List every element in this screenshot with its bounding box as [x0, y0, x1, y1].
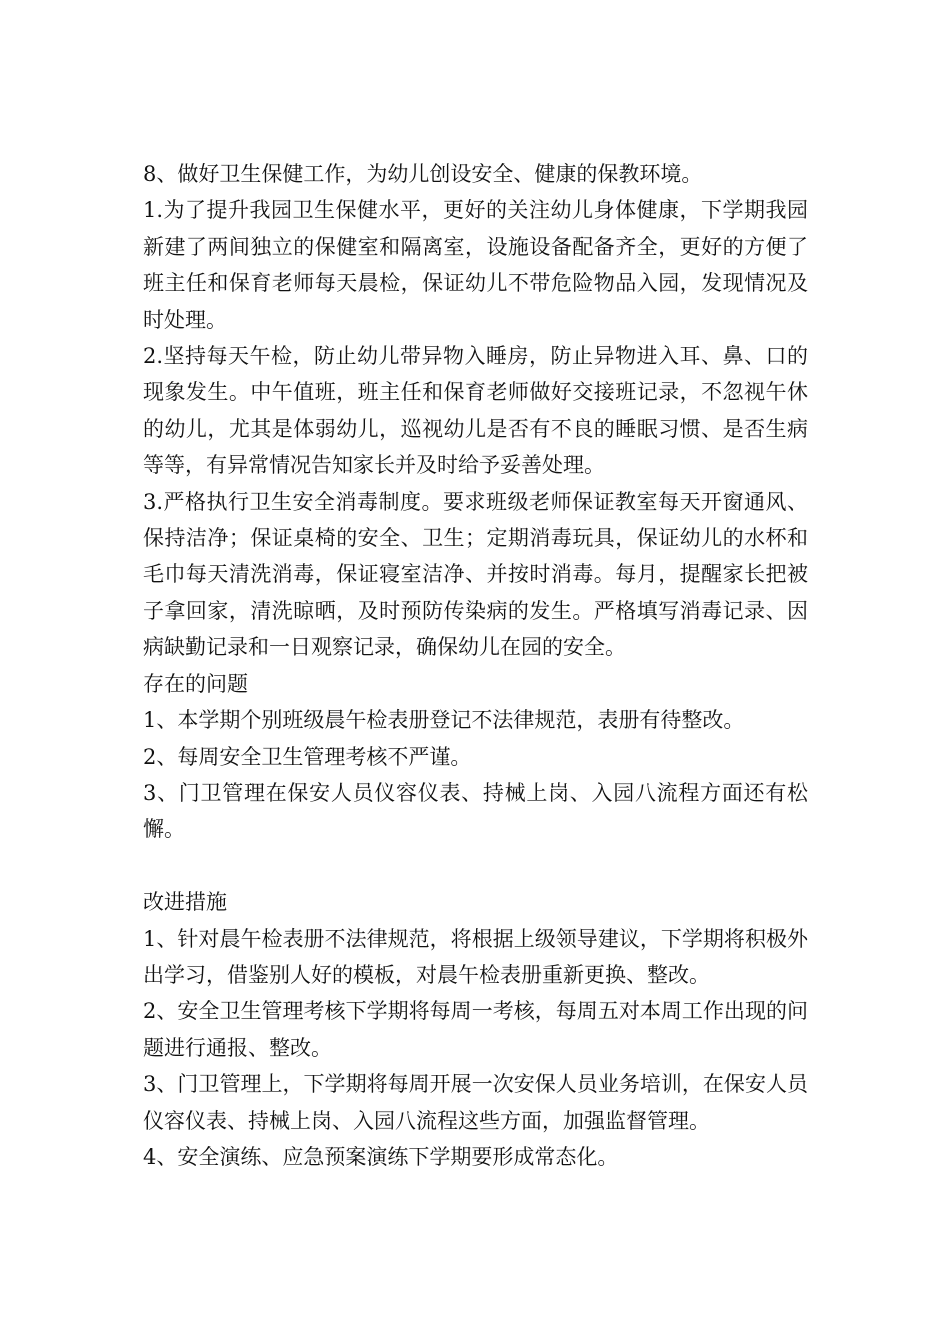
measure-item-3: 3、门卫管理上，下学期将每周开展一次安保人员业务培训，在保安人员仪容仪表、持械上岗、入园八流程这些方面，加强监督管理。 [143, 1072, 808, 1133]
section-8-item-2: 2.坚持每天午检，防止幼儿带异物入睡房，防止异物进入耳、鼻、口的现象发生。中午值班，班主任和保育老师做好交接班记录，不忽视午休的幼儿，尤其是体弱幼儿，巡视幼儿是否有不良的睡眠习惯、是否生病等等，有异常情况告知家长并及时给予妥善处理。 [143, 344, 808, 478]
problem-item-3: 3、门卫管理在保安人员仪容仪表、持械上岗、入园八流程方面还有松懈。 [143, 780, 808, 842]
measures-heading: 改进措施 [143, 890, 227, 915]
measure-item-2: 2、安全卫生管理考核下学期将每周一考核，每周五对本周工作出现的问题进行通报、整改。 [143, 999, 808, 1060]
problem-item-1: 1、本学期个别班级晨午检表册登记不法律规范，表册有待整改。 [143, 708, 745, 733]
measure-item-4: 4、安全演练、应急预案演练下学期要形成常态化。 [143, 1144, 619, 1169]
section-8-heading: 8、做好卫生保健工作，为幼儿创设安全、健康的保教环境。 [143, 162, 703, 186]
document-body [143, 156, 808, 1175]
problems-heading: 存在的问题 [143, 671, 248, 696]
section-8-item-1: 1.为了提升我园卫生保健水平，更好的关注幼儿身体健康，下学期我园新建了两间独立的保健室和隔离室，设施设备配备齐全，更好的方便了班主任和保育老师每天晨检，保证幼儿不带危险物品入园，发现情况及时处理。 [143, 198, 808, 332]
blank-line [143, 848, 808, 884]
problem-item-2: 2、每周安全卫生管理考核不严谨。 [143, 744, 472, 769]
measure-item-1: 1、针对晨午检表册不法律规范，将根据上级领导建议，下学期将积极外出学习，借鉴别人好的模板，对晨午检表册重新更换、整改。 [143, 926, 808, 987]
section-8-item-3: 3.严格执行卫生安全消毒制度。要求班级老师保证教室每天开窗通风、保持洁净；保证桌椅的安全、卫生；定期消毒玩具，保证幼儿的水杯和毛巾每天清洗消毒，保证寝室洁净、并按时消毒。每月，提醒家长把被子拿回家，清洗晾晒，及时预防传染病的发生。严格填写消毒记录、因病缺勤记录和一日观察记录，确保幼儿在园的安全。 [143, 489, 808, 660]
